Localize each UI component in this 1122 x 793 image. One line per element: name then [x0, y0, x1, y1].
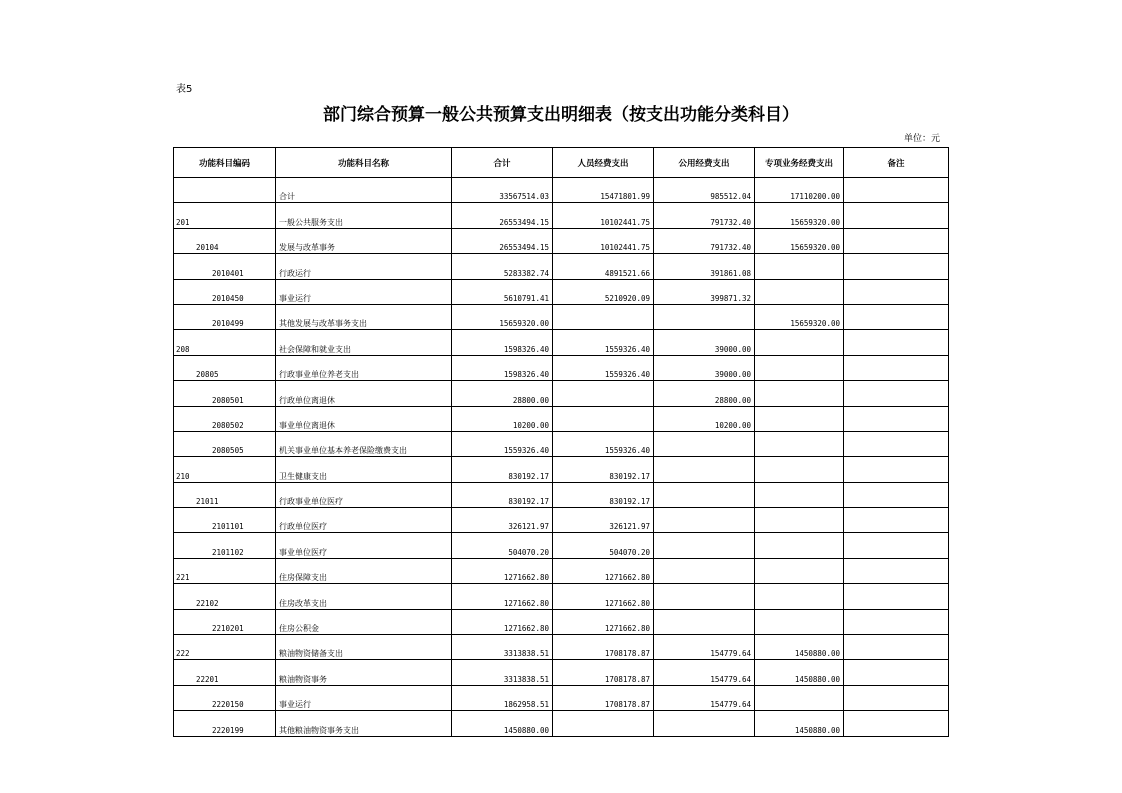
note-cell — [844, 457, 949, 482]
name-cell: 行政单位医疗 — [276, 508, 452, 533]
table-row — [174, 355, 949, 380]
special-cell — [755, 584, 844, 609]
public-cell: 791732.40 — [654, 203, 755, 228]
table-row — [174, 406, 949, 431]
code-cell: 2080501 — [174, 381, 276, 406]
header-note: 备注 — [844, 148, 949, 178]
total-cell: 1559326.40 — [452, 431, 553, 456]
public-cell: 391861.08 — [654, 254, 755, 279]
table-row — [174, 381, 949, 406]
name-cell: 其他粮油物资事务支出 — [276, 711, 452, 736]
note-cell — [844, 533, 949, 558]
personnel-cell: 4891521.66 — [553, 254, 654, 279]
name-cell: 住房改革支出 — [276, 584, 452, 609]
table-row — [174, 508, 949, 533]
header-special: 专项业务经费支出 — [755, 148, 844, 178]
table-row — [174, 178, 949, 203]
special-cell — [755, 381, 844, 406]
name-cell: 事业单位离退休 — [276, 406, 452, 431]
public-cell: 39000.00 — [654, 330, 755, 355]
note-cell — [844, 228, 949, 253]
public-cell — [654, 457, 755, 482]
special-cell — [755, 457, 844, 482]
code-cell: 2010450 — [174, 279, 276, 304]
code-cell: 2080505 — [174, 431, 276, 456]
personnel-cell: 1271662.80 — [553, 584, 654, 609]
personnel-cell: 1559326.40 — [553, 355, 654, 380]
note-cell — [844, 203, 949, 228]
header-name: 功能科目名称 — [276, 148, 452, 178]
header-total: 合计 — [452, 148, 553, 178]
total-cell: 830192.17 — [452, 457, 553, 482]
total-cell: 1862958.51 — [452, 685, 553, 710]
code-cell: 20104 — [174, 228, 276, 253]
name-cell: 行政事业单位养老支出 — [276, 355, 452, 380]
public-cell: 399871.32 — [654, 279, 755, 304]
personnel-cell: 10102441.75 — [553, 228, 654, 253]
total-cell: 1271662.80 — [452, 558, 553, 583]
table-row — [174, 279, 949, 304]
total-cell: 26553494.15 — [452, 203, 553, 228]
public-cell — [654, 711, 755, 736]
table-row — [174, 558, 949, 583]
total-cell: 28800.00 — [452, 381, 553, 406]
total-cell: 1271662.80 — [452, 609, 553, 634]
table-row — [174, 482, 949, 507]
code-cell: 22102 — [174, 584, 276, 609]
code-cell: 21011 — [174, 482, 276, 507]
total-cell: 10200.00 — [452, 406, 553, 431]
personnel-cell: 1708178.87 — [553, 685, 654, 710]
public-cell: 791732.40 — [654, 228, 755, 253]
public-cell — [654, 609, 755, 634]
name-cell: 卫生健康支出 — [276, 457, 452, 482]
special-cell — [755, 609, 844, 634]
public-cell — [654, 304, 755, 329]
note-cell — [844, 609, 949, 634]
total-cell: 1271662.80 — [452, 584, 553, 609]
note-cell — [844, 178, 949, 203]
code-cell: 222 — [174, 635, 276, 660]
special-cell: 17110200.00 — [755, 178, 844, 203]
table-row — [174, 330, 949, 355]
name-cell: 其他发展与改革事务支出 — [276, 304, 452, 329]
personnel-cell: 830192.17 — [553, 482, 654, 507]
personnel-cell: 10102441.75 — [553, 203, 654, 228]
personnel-cell: 1559326.40 — [553, 330, 654, 355]
name-cell: 合计 — [276, 178, 452, 203]
table-row — [174, 609, 949, 634]
special-cell — [755, 431, 844, 456]
total-cell: 5610791.41 — [452, 279, 553, 304]
special-cell: 1450880.00 — [755, 711, 844, 736]
unit-label: 单位：元 — [904, 134, 941, 144]
special-cell — [755, 508, 844, 533]
code-cell: 2080502 — [174, 406, 276, 431]
note-cell — [844, 508, 949, 533]
special-cell: 1450880.00 — [755, 635, 844, 660]
total-cell: 504070.20 — [452, 533, 553, 558]
personnel-cell — [553, 304, 654, 329]
note-cell — [844, 482, 949, 507]
note-cell — [844, 660, 949, 685]
personnel-cell: 15471801.99 — [553, 178, 654, 203]
name-cell: 机关事业单位基本养老保险缴费支出 — [276, 431, 452, 456]
table-row — [174, 431, 949, 456]
table-row — [174, 228, 949, 253]
public-cell: 985512.04 — [654, 178, 755, 203]
public-cell: 154779.64 — [654, 685, 755, 710]
note-cell — [844, 254, 949, 279]
total-cell: 1598326.40 — [452, 330, 553, 355]
special-cell — [755, 533, 844, 558]
table-row — [174, 304, 949, 329]
code-cell: 210 — [174, 457, 276, 482]
name-cell: 事业运行 — [276, 279, 452, 304]
name-cell: 一般公共服务支出 — [276, 203, 452, 228]
total-cell: 15659320.00 — [452, 304, 553, 329]
special-cell — [755, 254, 844, 279]
note-cell — [844, 558, 949, 583]
name-cell: 粮油物资储备支出 — [276, 635, 452, 660]
page-title: 部门综合预算一般公共预算支出明细表（按支出功能分类科目） — [323, 105, 799, 125]
code-cell: 2220150 — [174, 685, 276, 710]
total-cell: 326121.97 — [452, 508, 553, 533]
code-cell: 20805 — [174, 355, 276, 380]
public-cell — [654, 558, 755, 583]
personnel-cell: 504070.20 — [553, 533, 654, 558]
table-row — [174, 660, 949, 685]
personnel-cell — [553, 406, 654, 431]
code-cell: 22201 — [174, 660, 276, 685]
code-cell: 208 — [174, 330, 276, 355]
public-cell — [654, 482, 755, 507]
table-row — [174, 254, 949, 279]
code-cell: 2010499 — [174, 304, 276, 329]
table-number: 表5 — [176, 84, 193, 95]
personnel-cell — [553, 381, 654, 406]
note-cell — [844, 279, 949, 304]
note-cell — [844, 635, 949, 660]
note-cell — [844, 711, 949, 736]
personnel-cell: 1559326.40 — [553, 431, 654, 456]
table-header-row — [174, 148, 949, 178]
special-cell: 15659320.00 — [755, 304, 844, 329]
special-cell: 1450880.00 — [755, 660, 844, 685]
total-cell: 3313838.51 — [452, 635, 553, 660]
name-cell: 住房公积金 — [276, 609, 452, 634]
public-cell: 154779.64 — [654, 660, 755, 685]
personnel-cell: 830192.17 — [553, 457, 654, 482]
note-cell — [844, 304, 949, 329]
total-cell: 1598326.40 — [452, 355, 553, 380]
code-cell: 2101101 — [174, 508, 276, 533]
table-row — [174, 203, 949, 228]
special-cell — [755, 482, 844, 507]
special-cell — [755, 279, 844, 304]
special-cell — [755, 330, 844, 355]
special-cell: 15659320.00 — [755, 228, 844, 253]
public-cell: 39000.00 — [654, 355, 755, 380]
personnel-cell — [553, 711, 654, 736]
personnel-cell: 5210920.09 — [553, 279, 654, 304]
header-personnel: 人员经费支出 — [553, 148, 654, 178]
code-cell: 221 — [174, 558, 276, 583]
name-cell: 住房保障支出 — [276, 558, 452, 583]
note-cell — [844, 330, 949, 355]
total-cell: 830192.17 — [452, 482, 553, 507]
total-cell: 1450880.00 — [452, 711, 553, 736]
code-cell: 2220199 — [174, 711, 276, 736]
table-row — [174, 584, 949, 609]
special-cell — [755, 406, 844, 431]
table-row — [174, 685, 949, 710]
public-cell: 10200.00 — [654, 406, 755, 431]
name-cell: 行政运行 — [276, 254, 452, 279]
table-row — [174, 635, 949, 660]
total-cell: 5283382.74 — [452, 254, 553, 279]
public-cell — [654, 508, 755, 533]
name-cell: 行政单位离退休 — [276, 381, 452, 406]
personnel-cell: 1271662.80 — [553, 609, 654, 634]
code-cell — [174, 178, 276, 203]
personnel-cell: 326121.97 — [553, 508, 654, 533]
special-cell — [755, 558, 844, 583]
code-cell: 201 — [174, 203, 276, 228]
name-cell: 行政事业单位医疗 — [276, 482, 452, 507]
name-cell: 发展与改革事务 — [276, 228, 452, 253]
personnel-cell: 1708178.87 — [553, 660, 654, 685]
special-cell — [755, 685, 844, 710]
note-cell — [844, 584, 949, 609]
note-cell — [844, 355, 949, 380]
public-cell: 28800.00 — [654, 381, 755, 406]
personnel-cell: 1708178.87 — [553, 635, 654, 660]
table-row — [174, 533, 949, 558]
public-cell — [654, 431, 755, 456]
public-cell — [654, 533, 755, 558]
special-cell: 15659320.00 — [755, 203, 844, 228]
table-row — [174, 711, 949, 736]
name-cell: 事业运行 — [276, 685, 452, 710]
public-cell: 154779.64 — [654, 635, 755, 660]
total-cell: 3313838.51 — [452, 660, 553, 685]
code-cell: 2010401 — [174, 254, 276, 279]
name-cell: 社会保障和就业支出 — [276, 330, 452, 355]
special-cell — [755, 355, 844, 380]
code-cell: 2210201 — [174, 609, 276, 634]
header-public: 公用经费支出 — [654, 148, 755, 178]
name-cell: 粮油物资事务 — [276, 660, 452, 685]
table-row — [174, 457, 949, 482]
header-code: 功能科目编码 — [174, 148, 276, 178]
total-cell: 26553494.15 — [452, 228, 553, 253]
note-cell — [844, 685, 949, 710]
note-cell — [844, 406, 949, 431]
name-cell: 事业单位医疗 — [276, 533, 452, 558]
code-cell: 2101102 — [174, 533, 276, 558]
total-cell: 33567514.03 — [452, 178, 553, 203]
note-cell — [844, 431, 949, 456]
public-cell — [654, 584, 755, 609]
personnel-cell: 1271662.80 — [553, 558, 654, 583]
note-cell — [844, 381, 949, 406]
budget-table — [173, 147, 949, 737]
